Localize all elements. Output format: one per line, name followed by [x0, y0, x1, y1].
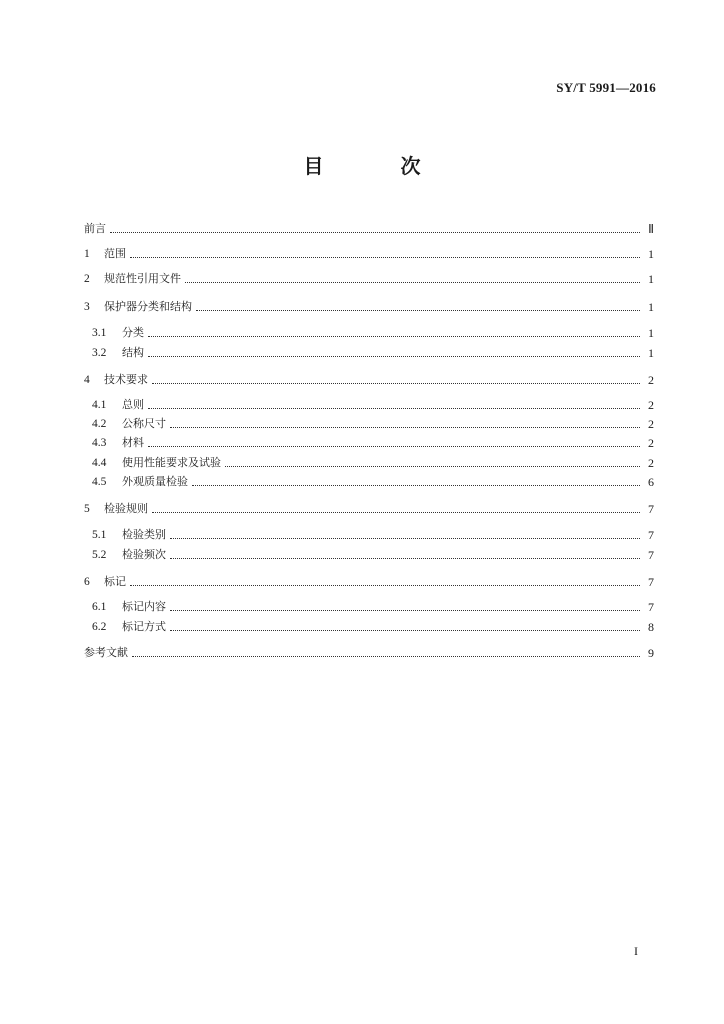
toc-entry-label: 结构 — [122, 346, 144, 359]
dot-leader — [192, 484, 640, 486]
toc-entry-number: 4.5 — [92, 476, 107, 488]
dot-leader — [132, 655, 640, 657]
toc-subentry — [92, 544, 654, 562]
toc-entry-page: 7 — [648, 548, 654, 562]
toc-subentry — [92, 616, 654, 634]
toc-entry — [84, 369, 654, 387]
toc-entry-page: 2 — [648, 436, 654, 450]
toc-entry-number: 4.4 — [92, 457, 107, 469]
dot-leader — [130, 256, 640, 258]
toc-entry-page: 7 — [648, 502, 654, 516]
standard-code: SY/T 5991—2016 — [556, 80, 656, 95]
toc-title-part1: 目 — [303, 154, 324, 178]
dot-leader — [185, 281, 640, 283]
toc-entry-number: 3 — [84, 301, 90, 313]
dot-leader — [170, 557, 640, 559]
toc-entry-page: 2 — [648, 417, 654, 431]
toc-entry — [84, 243, 654, 261]
toc-entry — [84, 571, 654, 589]
toc-entry-label: 前言 — [84, 222, 106, 235]
dot-leader — [148, 335, 640, 337]
toc-entry-number: 6.2 — [92, 621, 107, 633]
toc-entry-number: 5 — [84, 503, 90, 515]
toc-subentry — [92, 322, 654, 340]
toc-entry-label: 检验规则 — [104, 502, 148, 515]
toc-subentry — [92, 596, 654, 614]
toc-entry-label: 使用性能要求及试验 — [122, 456, 221, 469]
dot-leader — [148, 355, 640, 357]
toc-entry-page: 1 — [648, 346, 654, 360]
toc-entry-label: 分类 — [122, 326, 144, 339]
toc-entry-page: 7 — [648, 600, 654, 614]
toc-entry-label: 技术要求 — [104, 373, 148, 386]
toc-entry-label: 检验频次 — [122, 548, 166, 561]
toc-entry-label: 总则 — [122, 398, 144, 411]
toc-subentry — [92, 452, 654, 470]
toc-entry-number: 3.2 — [92, 347, 107, 359]
dot-leader — [152, 382, 640, 384]
dot-leader — [196, 309, 640, 311]
toc-entry — [84, 268, 654, 286]
toc-entry-page: 7 — [648, 575, 654, 589]
toc-entry-page: 1 — [648, 272, 654, 286]
toc-entry-label: 检验类别 — [122, 528, 166, 541]
toc-entry — [84, 642, 654, 660]
toc-entry-label: 材料 — [122, 436, 144, 449]
toc-title — [0, 150, 724, 179]
dot-leader — [148, 445, 640, 447]
dot-leader — [170, 537, 640, 539]
toc-entry-label: 公称尺寸 — [122, 417, 166, 430]
toc-entry-number: 3.1 — [92, 327, 107, 339]
toc-entry-page: 2 — [648, 456, 654, 470]
dot-leader — [110, 231, 640, 233]
toc-entry-label: 保护器分类和结构 — [104, 300, 192, 313]
toc-entry-label: 标记内容 — [122, 600, 166, 613]
toc-entry-number: 4.1 — [92, 399, 107, 411]
dot-leader — [170, 629, 640, 631]
toc-entry-number: 4 — [84, 374, 90, 386]
toc-subentry — [92, 413, 654, 431]
toc-entry-page: 7 — [648, 528, 654, 542]
dot-leader — [130, 584, 640, 586]
toc-entry-number: 2 — [84, 273, 90, 285]
toc-subentry — [92, 342, 654, 360]
toc-entry-label: 范围 — [104, 247, 126, 260]
toc-entry-number: 5.1 — [92, 529, 107, 541]
toc-entry-number: 4.2 — [92, 418, 107, 430]
toc-subentry — [92, 432, 654, 450]
toc-entry — [84, 218, 654, 236]
toc-entry-page: 8 — [648, 620, 654, 634]
toc-entry — [84, 498, 654, 516]
dot-leader — [148, 407, 640, 409]
toc-entry-page: 9 — [648, 646, 654, 660]
toc-entry-label: 标记 — [104, 575, 126, 588]
dot-leader — [225, 465, 640, 467]
toc-entry-page: 1 — [648, 300, 654, 314]
toc-entry-label: 参考文献 — [84, 646, 128, 659]
toc-entry-page: 2 — [648, 373, 654, 387]
toc-entry-page: 2 — [648, 398, 654, 412]
toc-entry-label: 外观质量检验 — [122, 475, 188, 488]
dot-leader — [152, 511, 640, 513]
toc-entry-page: Ⅱ — [648, 222, 654, 236]
toc-entry-number: 1 — [84, 248, 90, 260]
toc-entry — [84, 296, 654, 314]
toc-subentry — [92, 524, 654, 542]
toc-subentry — [92, 471, 654, 489]
toc-entry-page: 1 — [648, 326, 654, 340]
toc-entry-label: 标记方式 — [122, 620, 166, 633]
toc-subentry — [92, 394, 654, 412]
dot-leader — [170, 609, 640, 611]
toc-entry-page: 6 — [648, 475, 654, 489]
toc-entry-number: 4.3 — [92, 437, 107, 449]
toc-entry-number: 5.2 — [92, 549, 107, 561]
toc-entry-number: 6 — [84, 576, 90, 588]
toc-title-part2: 次 — [400, 154, 421, 178]
dot-leader — [170, 426, 640, 428]
toc-entry-label: 规范性引用文件 — [104, 272, 181, 285]
page-number: I — [634, 944, 638, 958]
toc-entry-page: 1 — [648, 247, 654, 261]
toc-entry-number: 6.1 — [92, 601, 107, 613]
